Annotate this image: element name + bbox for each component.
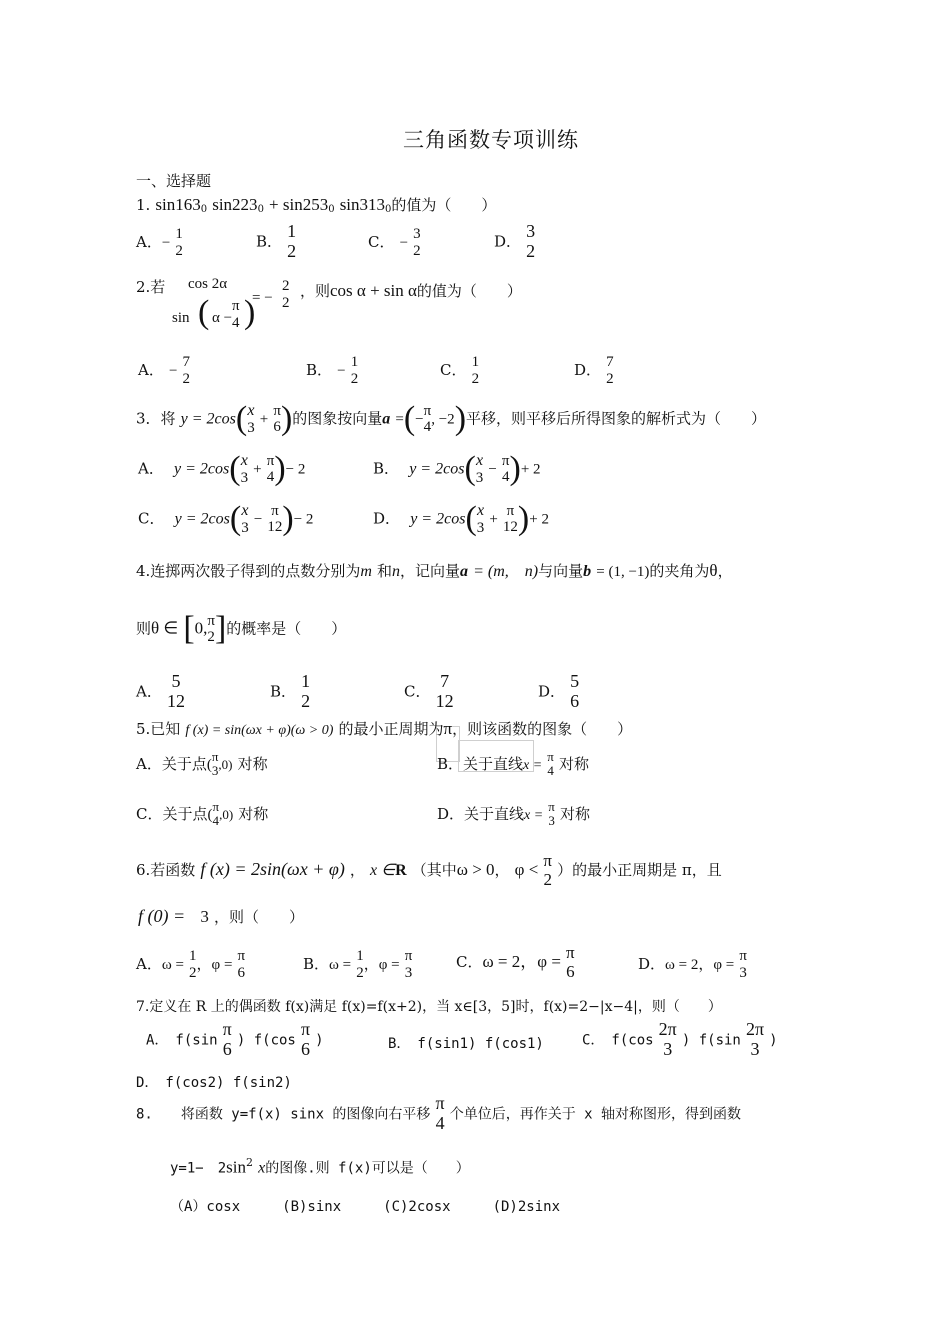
q5-option-b: B．关于直线x = π 4 对称 [437, 749, 589, 779]
document-page: 三角函数专项训练 一、选择题 1. sin1630 sin2230 + sin2530 sin3130的值为（ ） A．− 1 2 B． 1 2 C． − 3 2 D． 3 2 2.若 cos 2α sin ( α − π 4 ) = − 2 2 ，则cos α + sin α的值为（ ） A． − 7 2 B． − 1 2 C． 1 2 D． 7 2 3．将 y = 2cos( x 3 + π 6 )的图象按向量a =(− π 4 , −2)平移，则平移后所得图象的解析式为（ ） A． y = 2cos( x 3 + π 4 )− 2 B． y = 2cos( x 3 − π 4 )+ 2 C． y = 2cos( x 3 − π 12 )− 2 D． y = 2cos( x 3 + π 12 )+ 2 4.连掷两次骰子得到的点数分别为m 和n，记向量a = (m, n)与向量b = (1, −1)的夹角为θ， 则θ ∈ [0, π 2 ]的概率是（ ） A． 5 12 B． 1 2 C． 7 12 D． 5 6 5.已知 f (x) = sin(ωx + φ)(ω > 0) 的最小正周期为π，则该函数的图象（ ） A．关于点( π 3 ,0) 对称 B．关于直线x = π 4 对称 C．关于点( π 4 ,0) 对称 D．关于直线x = π 3 对称 6.若函数 f (x) = 2sin(ωx + φ) ， x ∈R （其中ω > 0， φ < π 2 ）的最小正周期是 π，且 f (0) = 3 ，则（ ） A．ω = 1 2 ，φ = π 6 B．ω = 1 2 ，φ = π 3 C．ω = 2，φ = π 6 D．ω = 2，φ = π 3 7.定义在 R 上的偶函数 f(x)满足 f(x)=f(x+2)，当 x∈[3，5]时，f(x)=2−|x−4|，则（ ） A． f(sin π 6 ) f(cos π 6 ) B． f(sin1) f(cos1) C． f(cos 2π 3 ) f(sin 2π 3 ) D． f(cos2) f(sin2) 8. 将函数 y=f(x) sinx 的图像向右平移 π 4 个单位后，再作关于 x 轴对称图形，得到函数 y=1− $2\sin^2$ x的图像.则 f(x)可以是（ ） （A）cosx (B)sinx (C)2cosx (D)2sinx [0, 0, 950, 1344]
q6-option-a: A．ω = 1 2 ，φ = π 6 [136, 948, 246, 981]
q3-option-d: D． y = 2cos( x 3 + π 12 )+ 2 [373, 500, 549, 537]
question-6: 6.若函数 f (x) = 2sin(ωx + φ) ， x ∈R （其中ω > 0， φ < π 2 ）的最小正周期是 π，且 [136, 851, 722, 889]
q5-option-a: A．关于点( π 3 ,0) 对称 [136, 749, 268, 779]
question-8: 8. 将函数 y=f(x) sinx 的图像向右平移 π 4 个单位后，再作关于 x 轴对称图形，得到函数 [136, 1093, 742, 1133]
q2-rhs: 2 2 [282, 278, 290, 311]
q1-option-d: D． 3 2 [494, 221, 536, 261]
q7-option-d: D． f(cos2) f(sin2) [136, 1075, 292, 1091]
q7-option-a: A． f(sin π 6 ) f(cos π 6 ) [146, 1019, 324, 1059]
q1-option-a: A．− 1 2 [136, 226, 183, 259]
q2-option-b: B． − 1 2 [306, 354, 359, 387]
q6-option-b: B．ω = 1 2 ，φ = π 3 [303, 948, 413, 981]
q3-option-c: C． y = 2cos( x 3 − π 12 )− 2 [138, 500, 314, 537]
section-heading: 一、选择题 [136, 172, 212, 190]
q3-option-a: A． y = 2cos( x 3 + π 4 )− 2 [138, 450, 306, 487]
q4-option-a: A． 5 12 [136, 671, 185, 711]
q7-option-c: C． f(cos 2π 3 ) f(sin 2π 3 ) [582, 1019, 778, 1059]
question-3: 3．将 y = 2cos( x 3 + π 6 )的图象按向量a =(− π 4 , −2)平移，则平移后所得图象的解析式为（ ） [136, 400, 767, 437]
q5-option-d: D．关于直线x = π 3 对称 [437, 799, 590, 829]
q6-line-2: f (0) = 3 ，则（ ） [138, 906, 305, 926]
q6-option-d: D．ω = 2，φ = π 3 [638, 948, 747, 981]
q2-option-c: C． 1 2 [440, 354, 480, 387]
page-title: 三角函数专项训练 [403, 128, 579, 152]
q2-option-a: A． − 7 2 [138, 354, 190, 387]
question-4: 4.连掷两次骰子得到的点数分别为m 和n，记向量a = (m, n)与向量b = (1, −1)的夹角为θ， [136, 561, 733, 580]
q3-option-b: B． y = 2cos( x 3 − π 4 )+ 2 [373, 450, 541, 487]
question-5: 5.已知 f (x) = sin(ωx + φ)(ω > 0) 的最小正周期为π，则该函数的图象（ ） [136, 719, 633, 738]
question-1: 1. sin1630 sin2230 + sin2530 sin3130的值为（ ） [136, 195, 497, 215]
q4-line-2: 则θ ∈ [0, π 2 ]的概率是（ ） [136, 610, 347, 647]
question-2: 2.若 [136, 278, 166, 296]
q7-option-b: B． f(sin1) f(cos1) [388, 1036, 544, 1052]
q1-option-b: B． 1 2 [256, 221, 297, 261]
q4-option-b: B． 1 2 [270, 671, 311, 711]
question-7: 7.定义在 R 上的偶函数 f(x)满足 f(x)=f(x+2)，当 x∈[3，5]时，f(x)=2−|x−4|，则（ ） [136, 999, 722, 1015]
q2-expr: ，则cos α + sin α的值为（ ） [300, 281, 522, 300]
q6-option-c: C．ω = 2，φ = π 6 [456, 943, 575, 981]
q8-line-2: y=1− $2\sin^2$ x的图像.则 f(x)可以是（ ） [170, 1156, 470, 1177]
q4-option-d: D． 5 6 [538, 671, 580, 711]
q8-options: （A）cosx (B)sinx (C)2cosx (D)2sinx [170, 1199, 561, 1215]
q1-option-c: C． − 3 2 [368, 226, 421, 259]
q2-option-d: D． 7 2 [574, 354, 614, 387]
q5-option-c: C．关于点( π 4 ,0) 对称 [136, 799, 269, 829]
q4-option-c: C． 7 12 [404, 671, 454, 711]
